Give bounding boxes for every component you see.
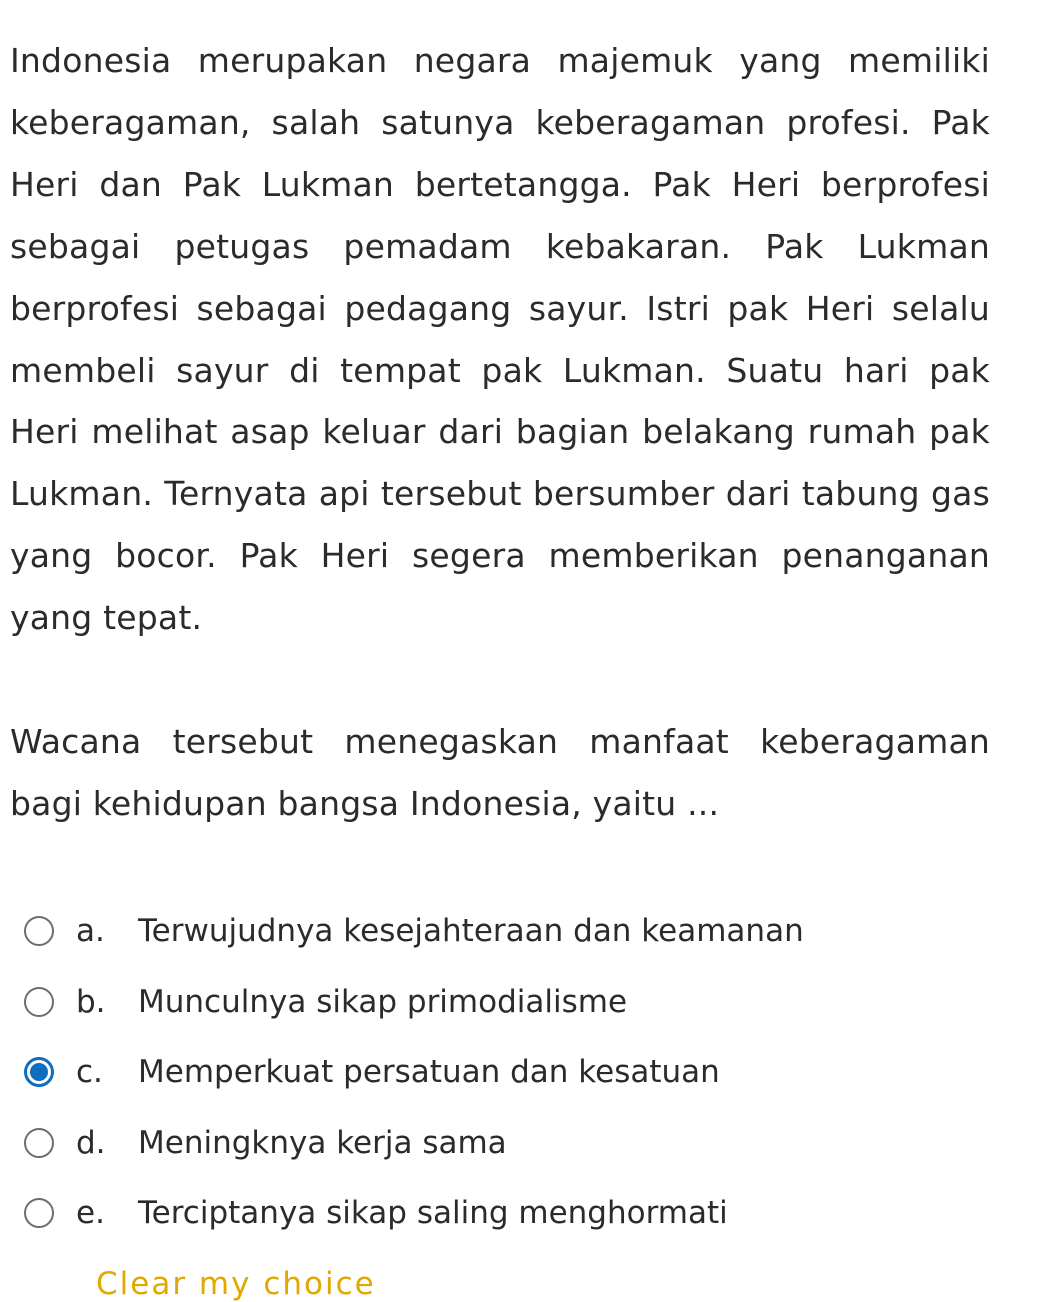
- answer-label[interactable]: Memperkuat persatuan dan kesatuan: [138, 1054, 720, 1091]
- radio-button-icon[interactable]: [24, 1198, 54, 1228]
- radio-dot-icon: [30, 1063, 48, 1081]
- radio-button-icon[interactable]: [24, 987, 54, 1017]
- answer-option-c[interactable]: [24, 1037, 1004, 1108]
- answer-label[interactable]: Terwujudnya kesejahteraan dan keamanan: [138, 913, 804, 950]
- answer-letter: b.: [76, 983, 106, 1020]
- radio-button-icon[interactable]: [24, 1057, 54, 1087]
- clear-my-choice-link[interactable]: Clear my choice: [96, 1266, 376, 1302]
- radio-button-icon[interactable]: [24, 916, 54, 946]
- answer-option-e[interactable]: [24, 1178, 1004, 1249]
- answer-option-b[interactable]: [24, 967, 1004, 1038]
- answer-label[interactable]: Meningknya kerja sama: [138, 1124, 507, 1161]
- answer-label[interactable]: Munculnya sikap primodialisme: [138, 983, 628, 1020]
- answer-label[interactable]: Terciptanya sikap saling menghormati: [138, 1195, 728, 1232]
- answer-option-a[interactable]: [24, 896, 1004, 967]
- answer-letter: d.: [76, 1124, 106, 1161]
- answer-letter: c.: [76, 1054, 103, 1091]
- answer-list: [24, 896, 1004, 1249]
- answer-letter: a.: [76, 913, 105, 950]
- radio-button-icon[interactable]: [24, 1128, 54, 1158]
- answer-letter: e.: [76, 1195, 105, 1232]
- answer-option-d[interactable]: [24, 1108, 1004, 1179]
- question-prompt: Wacana tersebut menegaskan manfaat keberagaman bagi kehidupan bangsa Indonesia, yaitu ...: [10, 722, 990, 823]
- question-passage: Indonesia merupakan negara majemuk yang memiliki keberagaman, salah satunya keberagaman profesi. Pak Heri dan Pak Lukman bertetangga. Pak Heri berprofesi sebagai petugas pemadam kebakaran. Pak Lukman berprofesi sebagai pedagang sayur. Istri pak Heri selalu membeli sayur di tempat pak Lukman. Suatu hari pak Heri melihat asap keluar dari bagian belakang rumah pak Lukman. Ternyata api tersebut bersumber dari tabung gas yang bocor. Pak Heri segera memberikan penanganan yang tepat.: [10, 41, 990, 638]
